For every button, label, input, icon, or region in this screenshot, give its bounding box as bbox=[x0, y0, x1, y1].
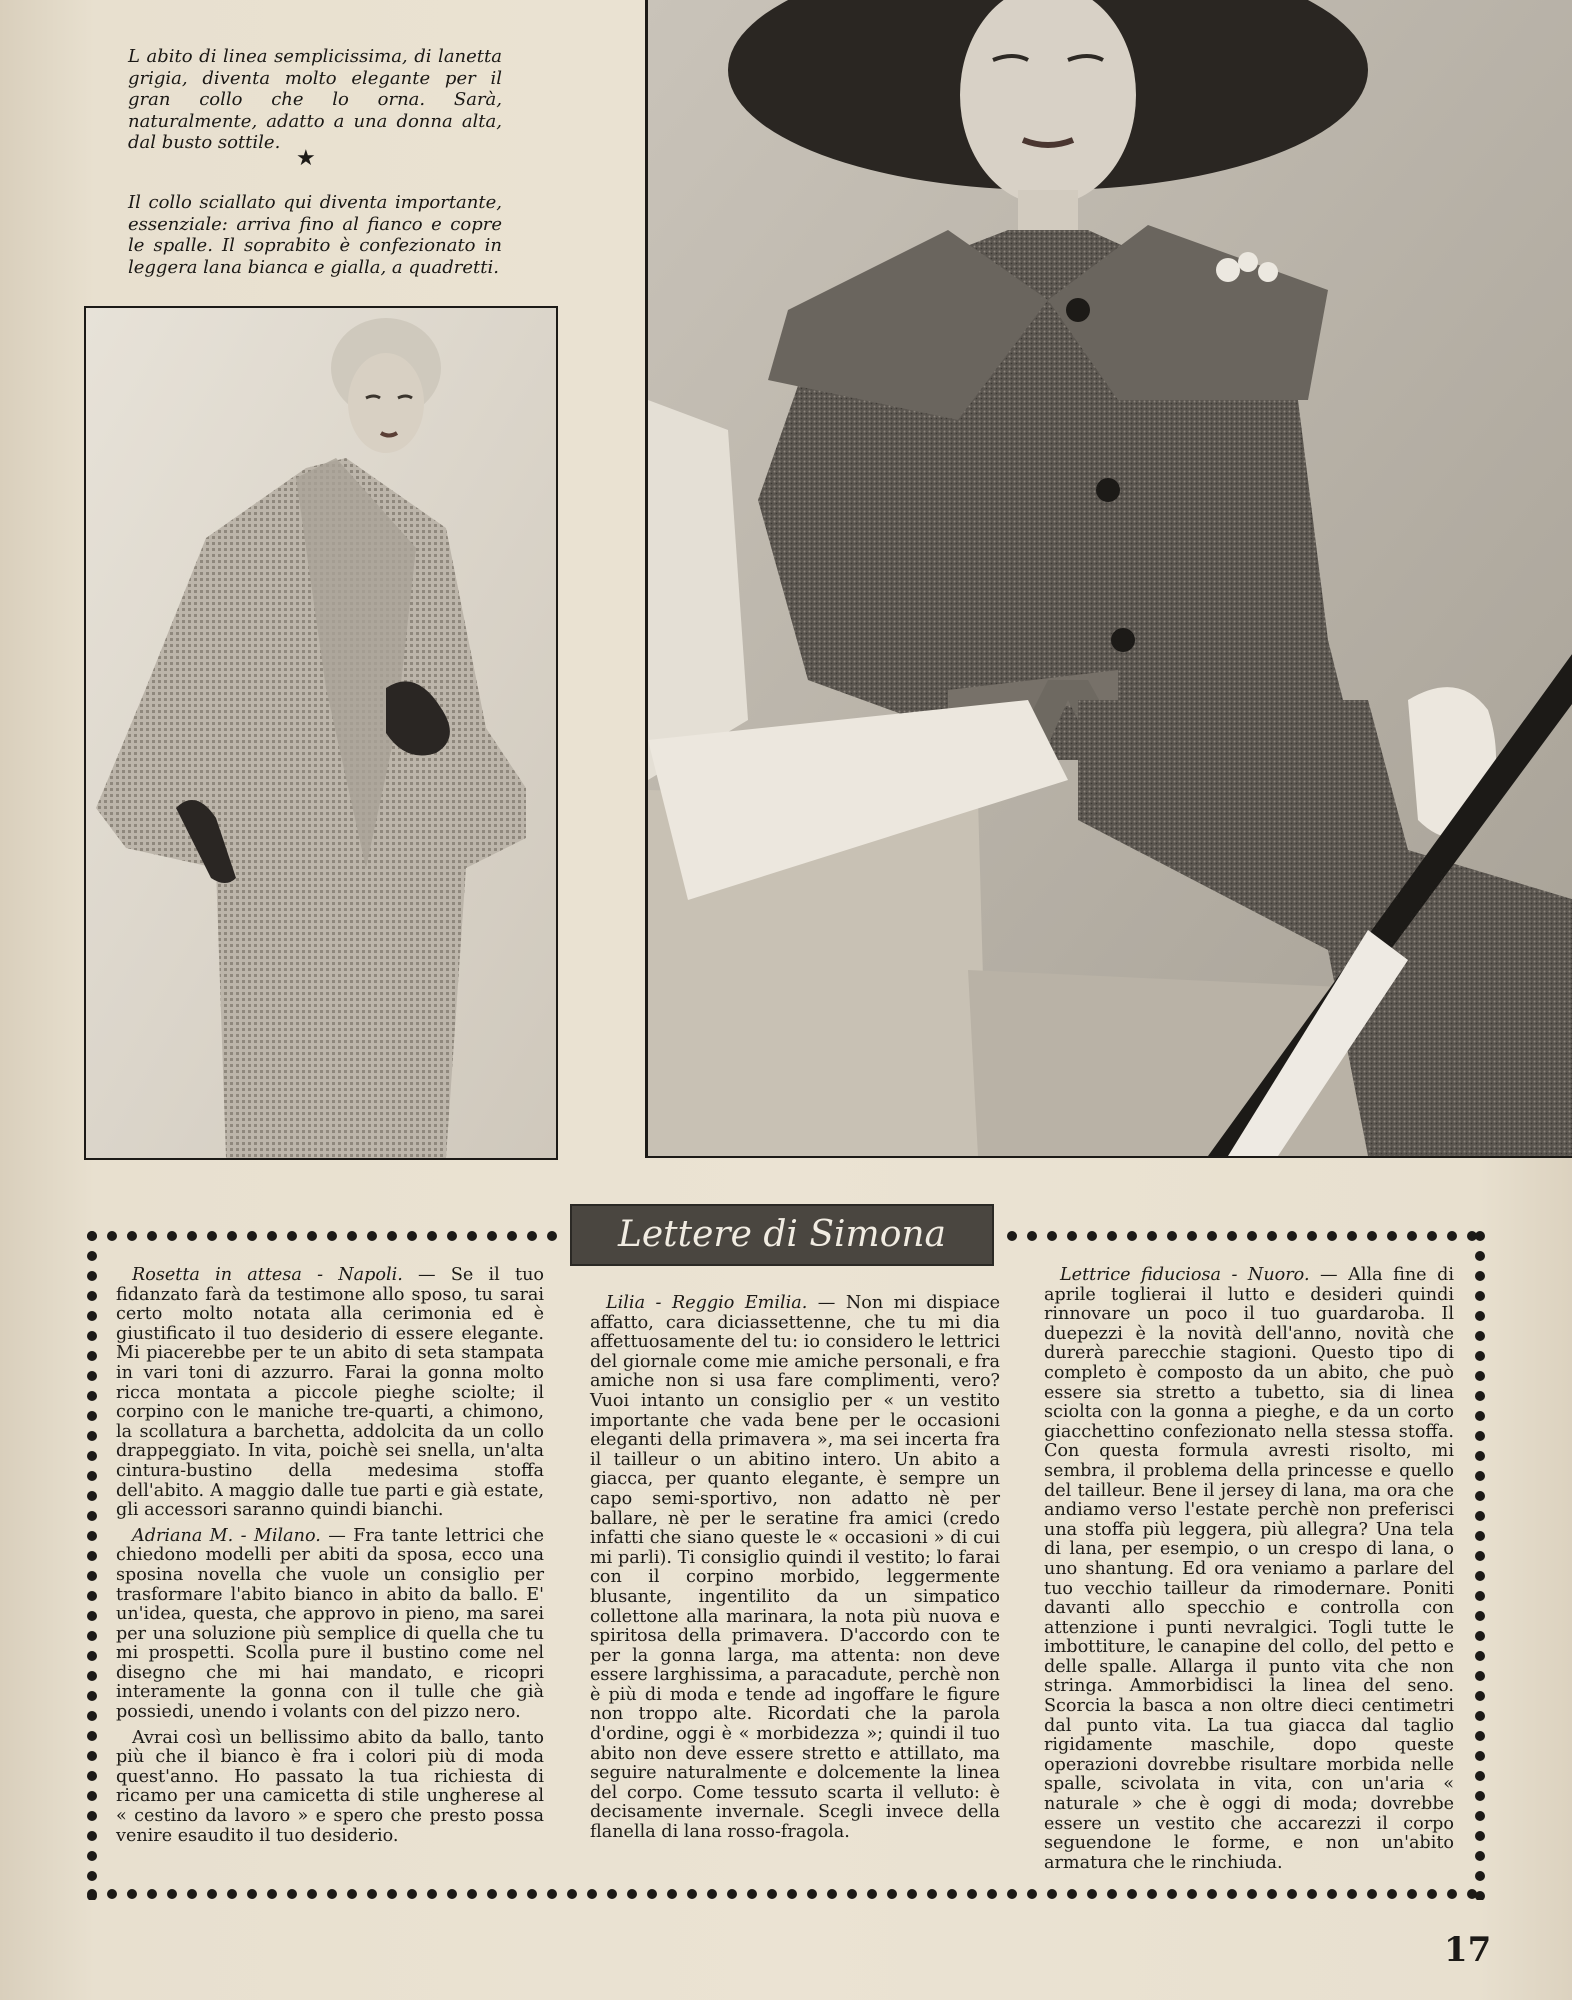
border-dot bbox=[407, 1889, 417, 1899]
border-dot bbox=[147, 1231, 157, 1241]
dotted-border-left bbox=[86, 1230, 98, 1900]
border-dot bbox=[1475, 1651, 1485, 1661]
border-dot bbox=[187, 1889, 197, 1899]
border-dot bbox=[1475, 1611, 1485, 1621]
border-dot bbox=[87, 1851, 97, 1861]
border-dot bbox=[347, 1231, 357, 1241]
border-dot bbox=[427, 1231, 437, 1241]
border-dot bbox=[87, 1371, 97, 1381]
border-dot bbox=[1447, 1231, 1457, 1241]
border-dot bbox=[1027, 1889, 1037, 1899]
border-dot bbox=[907, 1889, 917, 1899]
border-dot bbox=[1127, 1889, 1137, 1899]
border-dot bbox=[87, 1351, 97, 1361]
photo-tweed-suit bbox=[645, 0, 1572, 1158]
border-dot bbox=[87, 1531, 97, 1541]
border-dot bbox=[227, 1889, 237, 1899]
border-dot bbox=[1127, 1231, 1137, 1241]
letter-adriana-continued bbox=[116, 1729, 544, 1847]
border-dot bbox=[1475, 1511, 1485, 1521]
border-dot bbox=[1047, 1231, 1057, 1241]
border-dot bbox=[87, 1451, 97, 1461]
border-dot bbox=[1475, 1731, 1485, 1741]
border-dot bbox=[1067, 1889, 1077, 1899]
letter-body: — Se il tuo fidanzato farà da testimone allo sposo, tu sarai certo molto notata alla cerimonia ed è giustificato il tuo desiderio di essere elegante. Mi piacerebbe per te un abito di seta stampata in vari toni di azzurro. Farai la gonna molto ricca montata a piccole pieghe sciolte; il corpino con le maniche tre-quarti, a chimono, la scollatura a barchetta, addolcita da un collo drappeggiato. In vita, poichè sei snella, un'alta cintura-bustino della medesima stoffa dell'abito. A maggio dalle tue parti e già estate, gli accessori saranno quindi bianchi. bbox=[116, 1265, 544, 1521]
border-dot bbox=[647, 1889, 657, 1899]
border-dot bbox=[627, 1889, 637, 1899]
border-dot bbox=[87, 1611, 97, 1621]
flower-brooch bbox=[1216, 258, 1240, 282]
border-dot bbox=[1475, 1531, 1485, 1541]
caption-gray-dress: L abito di linea semplicissima, di lanetta grigia, diventa molto elegante per il gran collo che lo orna. Sarà, naturalmente, adatto a una donna alta, dal busto sottile. bbox=[128, 46, 502, 153]
border-dot bbox=[1167, 1231, 1177, 1241]
border-dot bbox=[467, 1889, 477, 1899]
border-dot bbox=[967, 1889, 977, 1899]
border-dot bbox=[1387, 1889, 1397, 1899]
button-1 bbox=[1066, 298, 1090, 322]
border-dot bbox=[87, 1791, 97, 1801]
border-dot bbox=[1475, 1251, 1485, 1261]
border-dot bbox=[1267, 1231, 1277, 1241]
border-dot bbox=[787, 1889, 797, 1899]
border-dot bbox=[87, 1711, 97, 1721]
border-dot bbox=[607, 1889, 617, 1899]
dotted-border-bottom bbox=[86, 1888, 1486, 1900]
border-dot bbox=[887, 1889, 897, 1899]
border-dot bbox=[1327, 1231, 1337, 1241]
letter-body: — Alla fine di aprile toglierai il lutto e desideri quindi rinnovare un poco il tuo guardaroba. Il duepezzi è la novità dell'anno, novità che durerà parecchie stagioni. Questo tipo di completo è composto da un abito, che può essere sia stretto a tubetto, sia di linea sciolta con la gonna a pieghe, e da un corto giacchettino confezionato nella stessa stoffa. Con questa formula avresti risolto, mi sembra, il problema della princesse e quello del tailleur. Bene il jersey di lana, ma ora che andiamo verso l'estate perchè non preferisci una stoffa più leggera, più allegra? Una tela di lana, per esempio, o un crespo di lana, o uno shantung. Ed ora veniamo a parlare del tuo vecchio tailleur da rimodernare. Poniti davanti allo specchio e controlla con attenzione i punti nevralgici. Togli tutte le imbottiture, le canapine del collo, del petto e delle spalle. Allarga il punto vita che non stringa. Ammorbidisci la linea del seno. Scorcia la basca a non oltre dieci centimetri dal punto vita. La tua giacca dal taglio rigidamente maschile, dopo queste operazioni dovrebbe risultare morbida nelle spalle, scivolata in vita, con un'aria « naturale » che è oggi di moda; dovrebbe essere un vestito che accarezzi il corpo seguendone le forme, e non un'abito armatura che le rinchiuda. bbox=[1044, 1265, 1454, 1873]
border-dot bbox=[167, 1231, 177, 1241]
border-dot bbox=[1475, 1471, 1485, 1481]
border-dot bbox=[1475, 1291, 1485, 1301]
border-dot bbox=[747, 1889, 757, 1899]
border-dot bbox=[1087, 1889, 1097, 1899]
border-dot bbox=[1475, 1331, 1485, 1341]
border-dot bbox=[947, 1889, 957, 1899]
border-dot bbox=[87, 1751, 97, 1761]
border-dot bbox=[87, 1431, 97, 1441]
border-dot bbox=[1475, 1851, 1485, 1861]
border-dot bbox=[87, 1811, 97, 1821]
border-dot bbox=[1247, 1889, 1257, 1899]
border-dot bbox=[1475, 1411, 1485, 1421]
border-dot bbox=[867, 1889, 877, 1899]
border-dot bbox=[87, 1231, 97, 1241]
border-dot bbox=[87, 1571, 97, 1581]
dotted-border-right bbox=[1474, 1230, 1486, 1900]
border-dot bbox=[1475, 1371, 1485, 1381]
border-dot bbox=[1427, 1889, 1437, 1899]
border-dot bbox=[1147, 1231, 1157, 1241]
border-dot bbox=[1475, 1711, 1485, 1721]
border-dot bbox=[1475, 1451, 1485, 1461]
border-dot bbox=[1475, 1751, 1485, 1761]
button-3 bbox=[1111, 628, 1135, 652]
border-dot bbox=[1307, 1231, 1317, 1241]
border-dot bbox=[687, 1889, 697, 1899]
letter-adriana bbox=[116, 1527, 544, 1723]
letter-body: — Fra tante lettrici che chiedono modelli per abiti da sposa, ecco una sposina novella che vuole un consiglio per trasformare l'abito bianco in abito da ballo. E' un'idea, questa, che approvo in pieno, ma sarei per una soluzione più semplice di quella che tu mi prospetti. Scolla pure il bustino come nel disegno che mi hai mandato, e ricopri interamente la gonna con il tulle che già possiedi, unendo i volants con del pizzo nero. bbox=[116, 1525, 544, 1723]
letter-sender: Adriana M. - Milano. bbox=[132, 1525, 321, 1546]
border-dot bbox=[347, 1889, 357, 1899]
letter-sender: Lettrice fiduciosa - Nuoro. bbox=[1060, 1265, 1310, 1285]
border-dot bbox=[87, 1511, 97, 1521]
letters-column-2 bbox=[590, 1294, 1000, 1849]
border-dot bbox=[87, 1731, 97, 1741]
letters-column-1 bbox=[116, 1266, 544, 1852]
border-dot bbox=[267, 1231, 277, 1241]
page-number: 17 bbox=[1444, 1930, 1492, 1970]
border-dot bbox=[167, 1889, 177, 1899]
border-dot bbox=[1427, 1231, 1437, 1241]
border-dot bbox=[147, 1889, 157, 1899]
border-dot bbox=[207, 1889, 217, 1899]
border-dot bbox=[1475, 1771, 1485, 1781]
border-dot bbox=[267, 1889, 277, 1899]
border-dot bbox=[1447, 1889, 1457, 1899]
border-dot bbox=[547, 1231, 557, 1241]
border-dot bbox=[767, 1889, 777, 1899]
border-dot bbox=[1475, 1391, 1485, 1401]
border-dot bbox=[387, 1231, 397, 1241]
border-dot bbox=[87, 1251, 97, 1261]
coat-illustration bbox=[86, 308, 556, 1158]
border-dot bbox=[127, 1231, 137, 1241]
letter-sender: Rosetta in attesa - Napoli. bbox=[132, 1265, 403, 1285]
border-dot bbox=[1007, 1231, 1017, 1241]
border-dot bbox=[127, 1889, 137, 1899]
border-dot bbox=[1475, 1551, 1485, 1561]
photo-checked-coat bbox=[84, 306, 558, 1160]
border-dot bbox=[87, 1691, 97, 1701]
border-dot bbox=[87, 1391, 97, 1401]
border-dot bbox=[327, 1231, 337, 1241]
letter-rosetta bbox=[116, 1266, 544, 1521]
border-dot bbox=[667, 1889, 677, 1899]
border-dot bbox=[1367, 1231, 1377, 1241]
border-dot bbox=[1407, 1889, 1417, 1899]
letter-body: Avrai così un bellissimo abito da ballo, tanto più che il bianco è fra i colori più di moda quest'anno. Ho passato la tua richiesta di ricamo per una camicetta di stile ungherese al « cestino da lavoro » e spero che presto possa venire esaudito il tuo desiderio. bbox=[116, 1727, 544, 1846]
border-dot bbox=[1475, 1431, 1485, 1441]
button-2 bbox=[1096, 478, 1120, 502]
border-dot bbox=[87, 1631, 97, 1641]
border-dot bbox=[1475, 1631, 1485, 1641]
border-dot bbox=[827, 1889, 837, 1899]
border-dot bbox=[407, 1231, 417, 1241]
border-dot bbox=[467, 1231, 477, 1241]
border-dot bbox=[87, 1651, 97, 1661]
border-dot bbox=[1287, 1889, 1297, 1899]
border-dot bbox=[187, 1231, 197, 1241]
border-dot bbox=[427, 1889, 437, 1899]
letter-lilia bbox=[590, 1294, 1000, 1843]
border-dot bbox=[87, 1551, 97, 1561]
border-dot bbox=[307, 1889, 317, 1899]
border-dot bbox=[107, 1231, 117, 1241]
border-dot bbox=[1067, 1231, 1077, 1241]
border-dot bbox=[507, 1889, 517, 1899]
border-dot bbox=[1107, 1231, 1117, 1241]
border-dot bbox=[1475, 1831, 1485, 1841]
border-dot bbox=[527, 1231, 537, 1241]
border-dot bbox=[927, 1889, 937, 1899]
border-dot bbox=[847, 1889, 857, 1899]
border-dot bbox=[87, 1291, 97, 1301]
border-dot bbox=[1187, 1889, 1197, 1899]
border-dot bbox=[1387, 1231, 1397, 1241]
border-dot bbox=[1287, 1231, 1297, 1241]
border-dot bbox=[1475, 1491, 1485, 1501]
border-dot bbox=[1475, 1691, 1485, 1701]
border-dot bbox=[307, 1231, 317, 1241]
border-dot bbox=[1247, 1231, 1257, 1241]
letters-column-3 bbox=[1044, 1266, 1454, 1879]
border-dot bbox=[87, 1831, 97, 1841]
border-dot bbox=[367, 1231, 377, 1241]
border-dot bbox=[87, 1771, 97, 1781]
border-dot bbox=[287, 1231, 297, 1241]
border-dot bbox=[1475, 1311, 1485, 1321]
border-dot bbox=[1367, 1889, 1377, 1899]
border-dot bbox=[1475, 1811, 1485, 1821]
border-dot bbox=[1327, 1889, 1337, 1899]
border-dot bbox=[87, 1491, 97, 1501]
border-dot bbox=[1087, 1231, 1097, 1241]
border-dot bbox=[1475, 1271, 1485, 1281]
border-dot bbox=[1227, 1231, 1237, 1241]
border-dot bbox=[1107, 1889, 1117, 1899]
border-dot bbox=[87, 1891, 97, 1900]
border-dot bbox=[1347, 1889, 1357, 1899]
border-dot bbox=[1007, 1889, 1017, 1899]
border-dot bbox=[807, 1889, 817, 1899]
border-dot bbox=[1475, 1671, 1485, 1681]
border-dot bbox=[87, 1591, 97, 1601]
border-dot bbox=[247, 1231, 257, 1241]
letters-title: Lettere di Simona bbox=[570, 1204, 994, 1266]
border-dot bbox=[567, 1889, 577, 1899]
letter-lettrice-fiduciosa bbox=[1044, 1266, 1454, 1873]
border-dot bbox=[1475, 1791, 1485, 1801]
border-dot bbox=[87, 1671, 97, 1681]
border-dot bbox=[107, 1889, 117, 1899]
border-dot bbox=[87, 1871, 97, 1881]
border-dot bbox=[1307, 1889, 1317, 1899]
caption-shawl-collar-coat: Il collo sciallato qui diventa importante, essenziale: arriva fino al fianco e copre le spalle. Il soprabito è confezionato in leggera lana bianca e gialla, a quadretti. bbox=[128, 192, 502, 278]
border-dot bbox=[447, 1231, 457, 1241]
border-dot bbox=[447, 1889, 457, 1899]
border-dot bbox=[87, 1411, 97, 1421]
border-dot bbox=[487, 1231, 497, 1241]
border-dot bbox=[1475, 1871, 1485, 1881]
border-dot bbox=[1047, 1889, 1057, 1899]
border-dot bbox=[87, 1271, 97, 1281]
letter-sender: Lilia - Reggio Emilia. bbox=[606, 1293, 808, 1313]
border-dot bbox=[507, 1231, 517, 1241]
border-dot bbox=[527, 1889, 537, 1899]
border-dot bbox=[1227, 1889, 1237, 1899]
face bbox=[348, 353, 424, 453]
border-dot bbox=[287, 1889, 297, 1899]
border-dot bbox=[227, 1231, 237, 1241]
border-dot bbox=[1147, 1889, 1157, 1899]
border-dot bbox=[1347, 1231, 1357, 1241]
border-dot bbox=[327, 1889, 337, 1899]
border-dot bbox=[727, 1889, 737, 1899]
border-dot bbox=[487, 1889, 497, 1899]
border-dot bbox=[1407, 1231, 1417, 1241]
border-dot bbox=[707, 1889, 717, 1899]
border-dot bbox=[1267, 1889, 1277, 1899]
border-dot bbox=[207, 1231, 217, 1241]
border-dot bbox=[367, 1889, 377, 1899]
border-dot bbox=[1187, 1231, 1197, 1241]
border-dot bbox=[1207, 1231, 1217, 1241]
border-dot bbox=[1207, 1889, 1217, 1899]
border-dot bbox=[1475, 1571, 1485, 1581]
border-dot bbox=[87, 1311, 97, 1321]
border-dot bbox=[1475, 1591, 1485, 1601]
border-dot bbox=[587, 1889, 597, 1899]
border-dot bbox=[387, 1889, 397, 1899]
star-separator: ★ bbox=[296, 146, 316, 171]
border-dot bbox=[87, 1471, 97, 1481]
border-dot bbox=[247, 1889, 257, 1899]
border-dot bbox=[1475, 1231, 1485, 1241]
letter-body: — Non mi dispiace affatto, cara diciassettenne, che tu mi dia affettuosamente del tu: io considero le lettrici del giornale come mie amiche personali, e fra amiche non si usa fare complimenti, vero? Vuoi intanto un consiglio per « un vestito importante che vada bene per le occasioni eleganti della primavera », ma sei incerta fra il tailleur o un abitino intero. Un abito a giacca, per quanto elegante, è sempre un capo semi-sportivo, non adatto nè per ballare, nè per le seratine fra amici (credo infatti che siano queste le « occasioni » di cui mi parli). Ti consiglio quindi il vestito; lo farai con il corpino morbido, leggermente blusante, ingentilito da un simpatico collettone alla marinara, la nota più nuova e spiritosa della primavera. D'accordo con te per la gonna larga, ma attenta: non deve essere larghissima, a paracadute, perchè non è più di moda e tende ad ingoffare le figure non troppo alte. Ricordati che la parola d'ordine, oggi è « morbidezza »; quindi il tuo abito non deve essere stretto e attillato, ma seguire naturalmente e dolcemente la linea del corpo. Come tessuto scarta il velluto: è decisamente invernale. Scegli invece della flanella di lana rosso-fragola. bbox=[590, 1293, 1000, 1843]
border-dot bbox=[1475, 1891, 1485, 1900]
border-dot bbox=[987, 1889, 997, 1899]
border-dot bbox=[1027, 1231, 1037, 1241]
border-dot bbox=[87, 1331, 97, 1341]
border-dot bbox=[1167, 1889, 1177, 1899]
suit-illustration bbox=[648, 0, 1572, 1156]
border-dot bbox=[547, 1889, 557, 1899]
border-dot bbox=[1475, 1351, 1485, 1361]
